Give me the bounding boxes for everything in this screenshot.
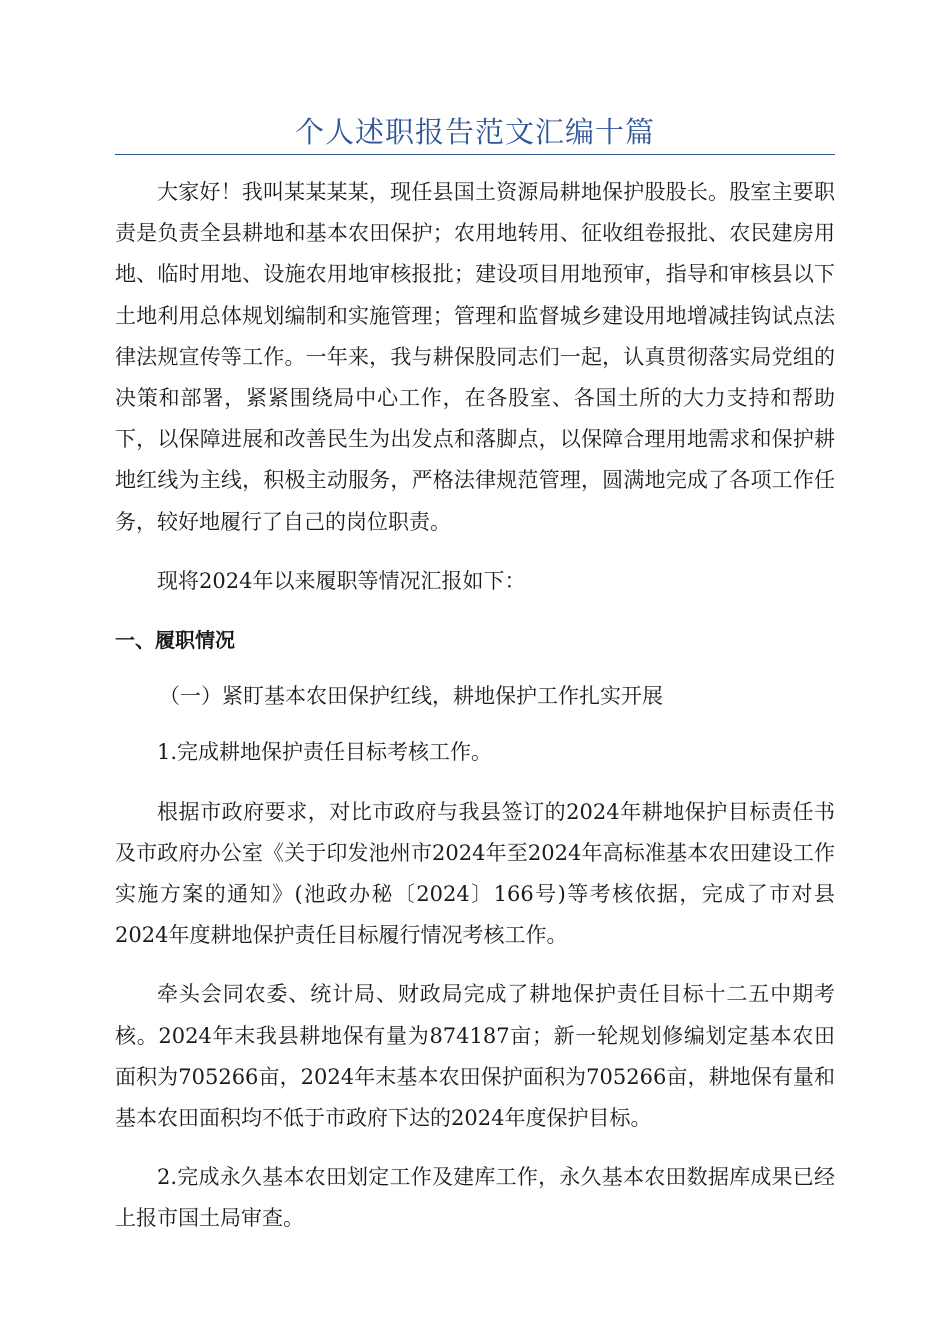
section-heading: 一、履职情况 xyxy=(115,628,235,653)
intro-paragraph: 大家好！我叫某某某某，现任县国土资源局耕地保护股股长。股室主要职责是负责全县耕地和基本农田保护；农用地转用、征收组卷报批、农民建房用地、临时用地、设施农用地审核报批；建设项目用地预审，指导和审核县以下土地利用总体规划编制和实施管理；管理和监督城乡建设用地增减挂钩试点法律法规宣传等工作。一年来，我与耕保股同志们一起，认真贯彻落实局党组的决策和部署，紧紧围绕局中心工作，在各股室、各国土所的大力支持和帮助下，以保障进展和改善民生为出发点和落脚点，以保障合理用地需求和保护耕地红线为主线，积极主动服务，严格法律规范管理，圆满地完成了各项工作任务，较好地履行了自己的岗位职责。 xyxy=(115,180,835,534)
document-title: 个人述职报告范文汇编十篇 xyxy=(294,115,655,149)
item-paragraph: 牵头会同农委、统计局、财政局完成了耕地保护责任目标十二五中期考核。2024年末我县耕地保有量为874187亩；新一轮规划修编划定基本农田面积为705266亩，2024年末基本农田保护面积为705266亩，耕地保有量和基本农田面积均不低于市政府下达的2024年度保护目标。 xyxy=(115,982,835,1131)
report-intro-paragraph: 现将2024年以来履职等情况汇报如下： xyxy=(157,568,526,593)
document-body xyxy=(115,172,835,1240)
item-heading: 2.完成永久基本农田划定工作及建库工作，永久基本农田数据库成果已经上报市国土局审查。 xyxy=(115,1165,835,1231)
title-underline xyxy=(115,154,835,155)
item-paragraph: 根据市政府要求，对比市政府与我县签订的2024年耕地保护目标责任书及市政府办公室《关于印发池州市2024年至2024年高标准基本农田建设工作实施方案的通知》(池政办秘〔2024〕166号)等考核依据，完成了市对县2024年度耕地保护责任目标履行情况考核工作。 xyxy=(115,799,835,948)
subsection-heading: （一）紧盯基本农田保护红线，耕地保护工作扎实开展 xyxy=(159,684,663,709)
item-heading: 1.完成耕地保护责任目标考核工作。 xyxy=(157,740,493,765)
